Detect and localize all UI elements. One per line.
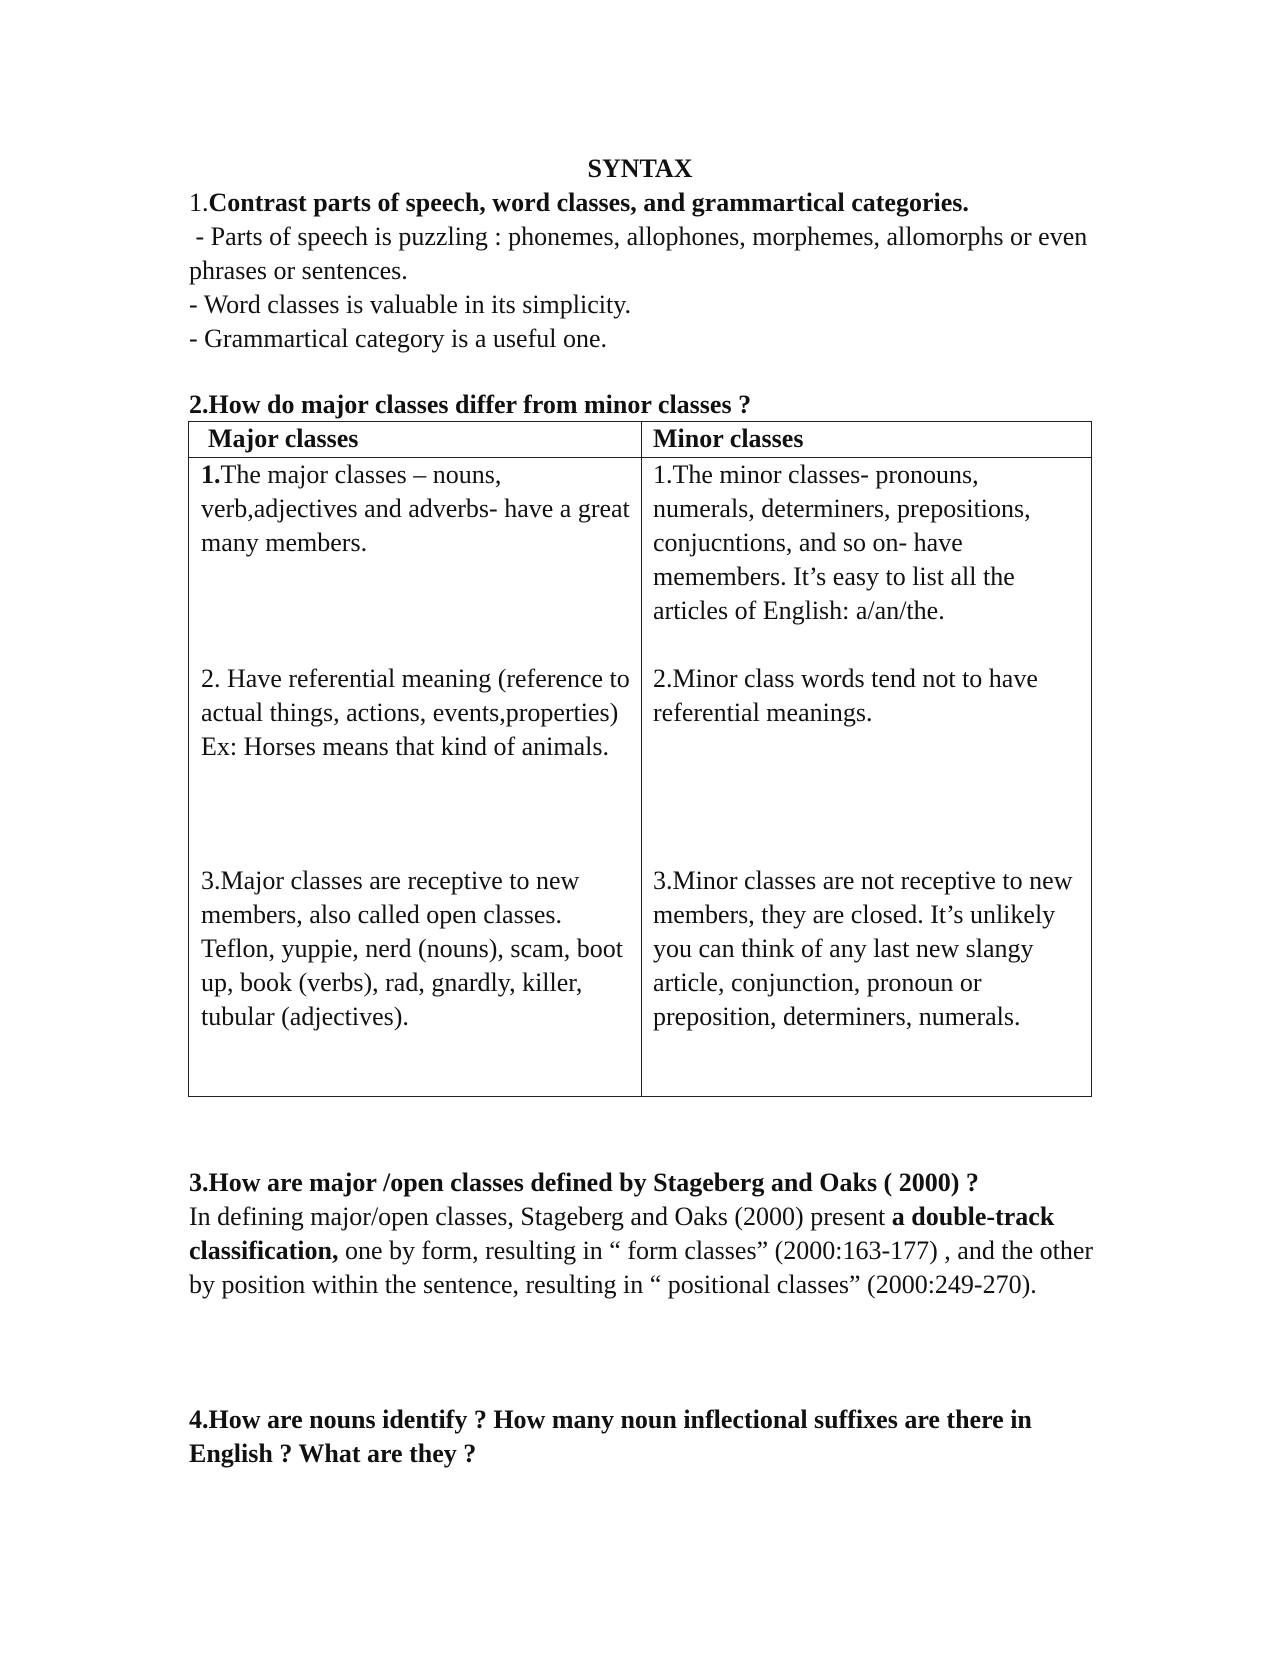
q1-point: - Parts of speech is puzzling : phonemes, allophones, morphemes, allomorphs or even phrases or sentences. <box>189 222 1094 285</box>
q1-point: - Grammartical category is a useful one. <box>189 324 607 353</box>
major-cell-2: 2. Have referential meaning (reference to actual things, actions, events,properties) Ex: Horses means that kind of animals. <box>201 664 630 761</box>
header-minor: Minor classes <box>653 424 804 453</box>
minor-cell-1: 1.The minor classes- pronouns, numerals, determiners, prepositions, conjucntions, and so on- have memembers. It’s easy to list all the articles of English: a/an/the. <box>653 460 1031 625</box>
classes-table <box>188 421 1092 1097</box>
header-major: Major classes <box>208 424 359 453</box>
column-divider <box>641 422 642 1096</box>
minor-cell-2: 2.Minor class words tend not to have referential meanings. <box>653 664 1038 727</box>
question-2-heading: 2.How do major classes differ from minor classes ? <box>189 390 752 419</box>
question-4-heading: 4.How are nouns identify ? How many noun inflectional suffixes are there in English ? What are they ? <box>189 1405 1032 1468</box>
q1-point: - Word classes is valuable in its simplicity. <box>189 290 632 319</box>
major-cell-1: 1.The major classes – nouns, verb,adjectives and adverbs- have a great many members. <box>201 460 630 557</box>
major-cell-3: 3.Major classes are receptive to new members, also called open classes. Teflon, yuppie, nerd (nouns), scam, boot up, book (verbs), rad, gnardly, killer, tubular (adjectives). <box>201 866 624 1031</box>
question-1 <box>189 186 1094 356</box>
minor-cell-3: 3.Minor classes are not receptive to new members, they are closed. It’s unlikely you can think of any last new slangy article, conjunction, pronoun or preposition, determiners, numerals. <box>653 866 1073 1031</box>
question-3-answer: In defining major/open classes, Stageberg and Oaks (2000) present a double-track classification, one by form, resulting in “ form classes” (2000:163-177) , and the other by position within the sentence, resulting in “ positional classes” (2000:249-270). <box>189 1202 1094 1299</box>
document-title: SYNTAX <box>587 154 693 183</box>
question-1-heading: 1.Contrast parts of speech, word classes, and grammartical categories. <box>189 188 969 217</box>
question-3-heading: 3.How are major /open classes defined by Stageberg and Oaks ( 2000) ? <box>189 1168 979 1197</box>
question-3 <box>189 1166 1094 1302</box>
